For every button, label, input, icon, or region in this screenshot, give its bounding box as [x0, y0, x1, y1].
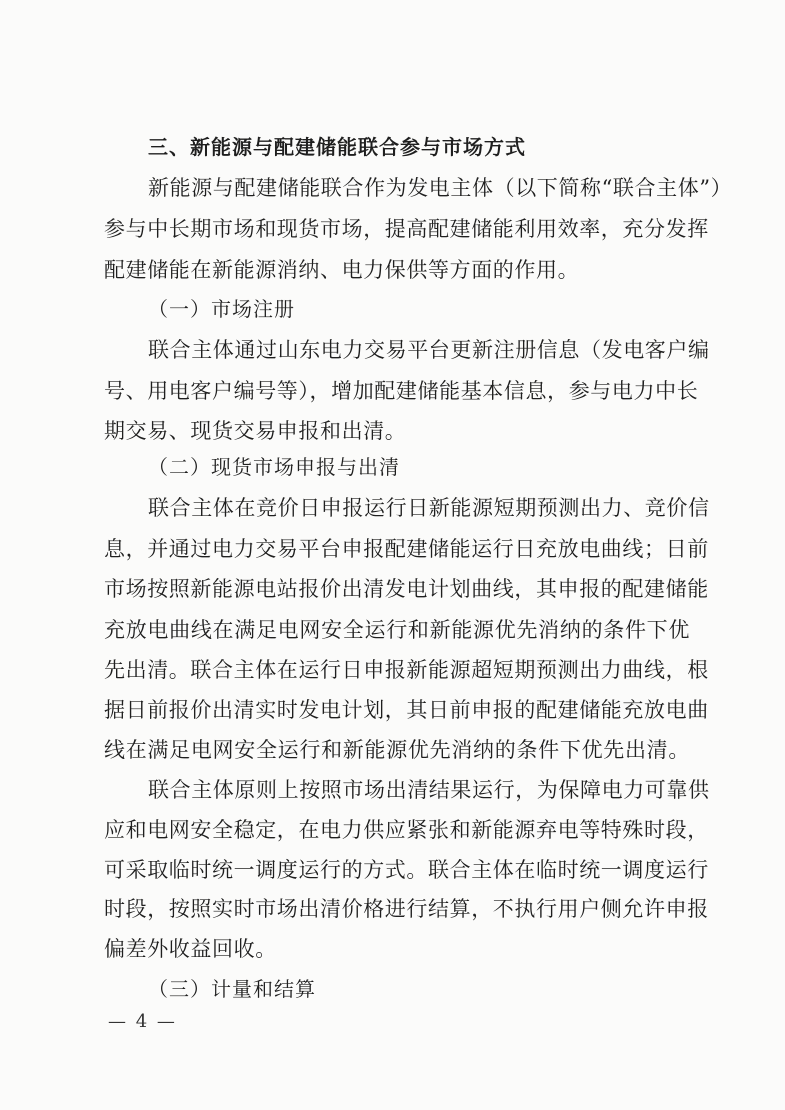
page-number: — 4 —	[108, 1011, 177, 1032]
sub1-line-1: 联合主体通过山东电力交易平台更新注册信息（发电客户编	[148, 338, 710, 362]
sub2-p1-line-7: 线在满足电网安全运行和新能源优先消纳的条件下优先出清。	[104, 738, 690, 762]
sub1-line-2: 号、用电客户编号等），增加配建储能基本信息，参与电力中长	[104, 379, 699, 403]
intro-line-3: 配建储能在新能源消纳、电力保供等方面的作用。	[104, 258, 580, 282]
subsection-heading-1: （一）市场注册	[148, 297, 295, 321]
section-heading: 三、新能源与配建储能联合参与市场方式	[148, 135, 526, 159]
sub2-p1-line-5: 先出清。联合主体在运行日申报新能源超短期预测出力曲线，根	[104, 658, 709, 682]
intro-line-2: 参与中长期市场和现货市场，提高配建储能利用效率，充分发挥	[104, 217, 709, 241]
sub2-p2-line-5: 偏差外收益回收。	[104, 937, 277, 961]
sub1-line-3: 期交易、现货交易申报和出清。	[104, 419, 407, 443]
subsection-heading-2: （二）现货市场申报与出清	[148, 455, 400, 479]
sub2-p2-line-4: 时段，按照实时市场出清价格进行结算，不执行用户侧允许申报	[104, 897, 709, 921]
intro-line-1: 新能源与配建储能联合作为发电主体（以下简称“联合主体”）	[148, 176, 733, 200]
subsection-heading-3: （三）计量和结算	[148, 977, 316, 1001]
sub2-p1-line-1: 联合主体在竞价日申报运行日新能源短期预测出力、竞价信	[148, 496, 710, 520]
sub2-p1-line-2: 息，并通过电力交易平台申报配建储能运行日充放电曲线；日前	[104, 537, 709, 561]
sub2-p2-line-1: 联合主体原则上按照市场出清结果运行，为保障电力可靠供	[148, 778, 710, 802]
sub2-p1-line-3: 市场按照新能源电站报价出清发电计划曲线，其申报的配建储能	[104, 577, 709, 601]
sub2-p2-line-2: 应和电网安全稳定，在电力供应紧张和新能源弃电等特殊时段，	[104, 818, 709, 842]
sub2-p1-line-4: 充放电曲线在满足电网安全运行和新能源优先消纳的条件下优	[104, 618, 690, 642]
sub2-p2-line-3: 可采取临时统一调度运行的方式。联合主体在临时统一调度运行	[104, 858, 709, 882]
sub2-p1-line-6: 据日前报价出清实时发电计划，其日前申报的配建储能充放电曲	[104, 698, 709, 722]
